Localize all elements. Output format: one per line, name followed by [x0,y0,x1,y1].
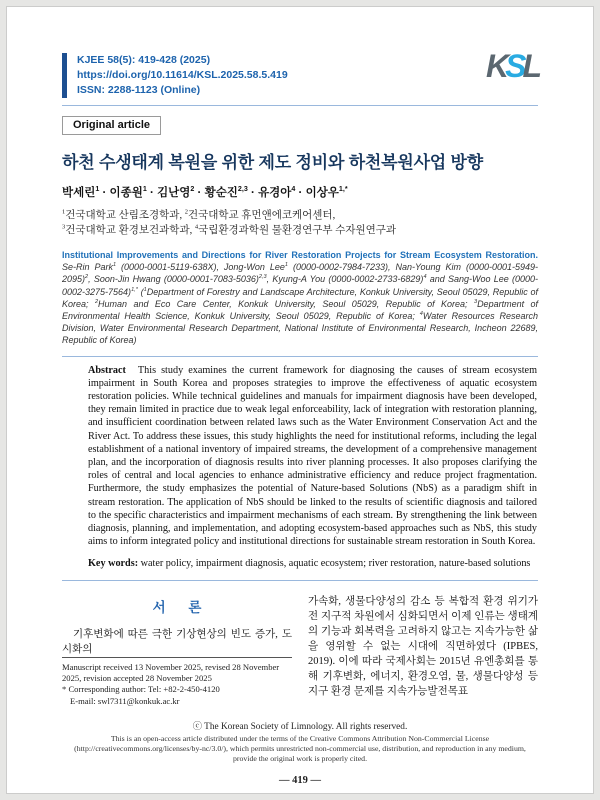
copyright-line: ⓒ The Korean Society of Limnology. All rights reserved. [192,722,408,733]
left-column [62,594,292,708]
journal-citation: KJEE 58(5): 419-428 (2025) [77,54,211,66]
introduction-paragraph-left: 기후변화에 따른 극한 기상현상의 빈도 증가, 도시화의 [62,628,292,655]
author-line-korean: 박세린$^1$ · 이종원$^1$ · 김난영$^2$ · 황순진$^{2,3}$ · 유경아$^4$ · 이상우$^{1,*}$ [62,185,348,199]
affiliation-line-1: $^1$건국대학교 산림조경학과, $^2$건국대학교 휴먼앤에코케어센터, [62,208,336,221]
page-number: — 419 — [279,775,321,787]
keywords-line: Key words: water policy, impairment diagnosis, aquatic ecosystem; river restoration, nature-based solutions [88,558,531,570]
right-column [308,594,538,708]
logo-letter-k: K [486,48,506,84]
ksl-logo [486,48,538,84]
logo-letter-s: S [505,48,523,84]
header-divider [62,105,538,106]
abstract-paragraph: Abstract This study examines the current framework for diagnosing the causes of stream ecosystem impairment in South Korea and proposes strategies to improve the effectiveness of aquatic ecosystem restoration policies. While technical guidelines and manuals for impairment diagnosis have been developed, they remain limited in practice due to weak legal enforceability, lack of integration with restoration planning, and insufficient coordination between related laws such as the Water Environment Conservation Act and the River Act. To address these issues, this study highlights the need for institutional reforms, including the legal establishment of a national inventory of impaired streams, the development of a comprehensive management plan, and the incorporation of diagnosis results into river planning processes. It also proposes clarifying the roles of central and local agencies to enhance administrative efficiency and reduce project fragmentation. Furthermore, the study emphasizes the potential of Nature-based Solutions (NbS) as a paradigm shift in stream restoration. The application of NbS should be linked to the results of scientific diagnosis and tailored to the specific characteristics and impairment mechanisms of each stream. By strengthening the link between diagnosis, planning, and implementation, and adopting ecosystem-based approaches such as NbS, this study aims to inform integrated policy and institutional directions for sustainable stream restoration in South Korea. [88,364,537,548]
paper-page [6,6,594,794]
manuscript-history: Manuscript received 13 November 2025, revised 28 November 2025, revision accepted 28 November 2025 [62,661,280,684]
introduction-section [62,594,538,708]
journal-issn: ISSN: 2288-1123 (Online) [77,84,201,96]
journal-doi: https://doi.org/10.11614/KSL.2025.58.5.419 [77,69,288,81]
page-footer [62,718,538,786]
license-text: This is an open-access article distributed under the terms of the Creative Commons Attribution Non-Commercial License (http://creativecommons.org/licenses/by-nc/3.0/), which permits unrestricted non-commercial use, distribution, and reproduction in any medium, provide the original work is properly cited. [74,734,526,764]
introduction-heading: 서 론 [152,599,202,615]
corresponding-author: * Corresponding author: Tel: +82-2-450-4120 [62,684,220,695]
affiliation-line-2: $^3$건국대학교 환경보건과학과, $^4$국립환경과학원 물환경연구부 수자원연구과 [62,223,397,236]
article-title-english-block: Institutional Improvements and Directions for River Restoration Projects for Stream Ecosystem Restoration. Se-Rin Park$^1$ (0000-0001-5119-638X), Jong-Won Lee$^1$ (0000-0002-7984-7233), Nan-Young Kim $(0000-0001-5949-2095)^2$, Soon-Jin Hwang $(0000-0001-7083-5036)^{2,3}$, Kyung-A You $(0000-0002-2733-6829)^4$ and Sang-Woo Lee $(0000-0002-3275-7564)^{1,*}$ ($^1$Department of Forestry and Landscape Architecture, Konkuk University, Seoul 05029, Republic of Korea; $^2$Human and Eco Care Center, Konkuk University, Seoul 05029, Republic of Korea; $^3$Department of Environmental Health Science, Konkuk University, Seoul 05029, Republic of Korea; $^4$Water Resources Research Division, Water Environmental Research Department, National Institute of Environmental Research, Incheon 22689, Republic of Korea) [62,250,538,346]
affiliations-korean [62,208,538,238]
journal-header [62,48,538,98]
article-type-badge: Original article [62,116,161,135]
page-content [7,7,593,786]
abstract-section [62,356,538,581]
logo-letter-l: L [522,48,538,84]
article-title-korean: 하천 수생태계 복원을 위한 제도 정비와 하천복원사업 방향 [62,153,483,172]
journal-meta [62,53,288,98]
footnote-block [62,657,292,708]
introduction-paragraph-right: 가속화, 생물다양성의 감소 등 복합적 환경 위기가 전 지구적 차원에서 심화되면서 이제 인류는 생태계의 기능과 회복력을 고려하지 않고는 지속가능한 삶을 영위할 수 없는 시대에 직면하였다 (IPBES, 2019). 이에 따라 국제사회는 2015년 유엔총회를 통해 기후변화, 에너지, 환경오염, 물, 생물다양성 등 지구 환경 문제를 지속가능발전목표 [308,595,538,697]
corresponding-email: E-mail: swl7311@konkuk.ac.kr [70,695,180,706]
